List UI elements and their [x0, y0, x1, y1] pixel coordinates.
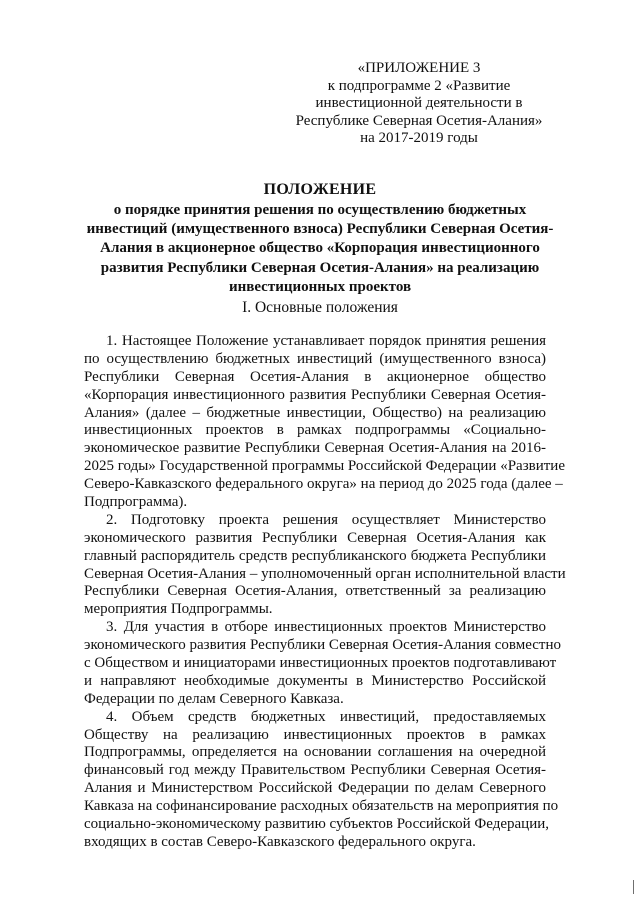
- body-text: [84, 333, 566, 852]
- text-line: социально-экономическому развитию субъектов Российской Федерации,: [84, 816, 549, 833]
- text-line: главный распорядитель средств республиканского бюджета Республики: [84, 547, 546, 564]
- appendix-line: к подпрограмме 2 «Развитие: [327, 77, 511, 94]
- appendix-line: Республике Северная Осетия-Алания»: [295, 112, 543, 129]
- scan-edge-mark: [627, 880, 634, 894]
- text-line: 2025 годы» Государственной программы Российской Федерации «Развитие: [84, 458, 565, 475]
- text-line: входящих в состав Северо-Кавказского федерального округа.: [84, 833, 476, 850]
- text-line: «Корпорация инвестиционного развития Республики Северная Осетия-: [84, 386, 546, 403]
- subtitle-line: о порядке принятия решения по осуществлению бюджетных: [113, 202, 527, 218]
- text-line: по осуществлению бюджетных инвестиций (имущественного взноса): [84, 350, 546, 367]
- appendix-header: [288, 60, 550, 148]
- subtitle-line: инвестиционных проектов: [228, 278, 412, 295]
- text-line: 4. Объем средств бюджетных инвестиций, предоставляемых: [106, 708, 546, 725]
- appendix-line: на 2017-2019 годы: [360, 130, 478, 146]
- text-line: Подпрограммы, определяется на основании соглашения на очередной: [84, 744, 546, 761]
- text-line: и направляют необходимые документы в Министерство Российской: [84, 672, 546, 689]
- paragraph-2: [84, 511, 566, 619]
- text-line: Республики Северная Осетия-Алания, ответственный за реализацию: [84, 583, 546, 600]
- title-main: ПОЛОЖЕНИЕ: [263, 181, 377, 198]
- text-line: инвестиционных проектов в рамках подпрограммы «Социально-: [84, 422, 546, 439]
- paragraph-4: [84, 708, 559, 852]
- subtitle-line: развития Республики Северная Осетия-Алания» на реализацию: [100, 259, 540, 276]
- text-line: Алания» (далее – бюджетные инвестиции, Общество) на реализацию: [84, 404, 546, 421]
- text-line: 2. Подготовку проекта решения осуществляет Министерство: [106, 511, 546, 528]
- appendix-line: инвестиционной деятельности в: [315, 95, 523, 111]
- appendix-line: «ПРИЛОЖЕНИЕ 3: [357, 60, 481, 76]
- text-line: экономического развития Республики Северная Осетия-Алания совместно: [84, 637, 562, 654]
- text-line: Алания и Министерством Российской Федерации по делам Северного: [84, 780, 546, 797]
- title-subtitle: [70, 201, 570, 297]
- text-line: финансовый год между Правительством Республики Северная Осетия-: [84, 762, 546, 779]
- text-line: Северо-Кавказского федерального округа» на период до 2025 года (далее –: [84, 476, 563, 493]
- text-line: Республики Северная Осетия-Алания в акционерное общество: [84, 368, 546, 385]
- text-line: экономическое развитие Республики Северная Осетия-Алания на 2016-: [84, 440, 546, 457]
- text-line: Обществу на реализацию инвестиционных проектов в рамках: [84, 726, 546, 743]
- paragraph-3: [84, 619, 562, 708]
- text-line: Подпрограмма).: [84, 494, 188, 511]
- text-line: с Обществом и инициаторами инвестиционных проектов подготавливают: [84, 655, 557, 672]
- text-line: Северная Осетия-Алания – уполномоченный орган исполнительной власти: [84, 565, 566, 582]
- subtitle-line: инвестиций (имущественного взноса) Республики Северная Осетия-: [86, 221, 554, 238]
- text-line: Федерации по делам Северного Кавказа.: [84, 690, 344, 707]
- section-heading: I. Основные положения: [242, 299, 398, 316]
- paragraph-1: [84, 333, 565, 512]
- text-line: мероприятия Подпрограммы.: [84, 601, 273, 618]
- subtitle-line: Алания в акционерное общество «Корпорация инвестиционного: [100, 240, 540, 257]
- text-line: 1. Настоящее Положение устанавливает порядок принятия решения: [106, 333, 546, 349]
- text-line: Кавказа на софинансирование расходных обязательств на мероприятия по: [84, 798, 559, 815]
- document-title: [70, 180, 570, 297]
- text-line: 3. Для участия в отборе инвестиционных проектов Министерство: [106, 619, 546, 636]
- text-line: экономического развития Республики Северная Осетия-Алания как: [84, 529, 546, 546]
